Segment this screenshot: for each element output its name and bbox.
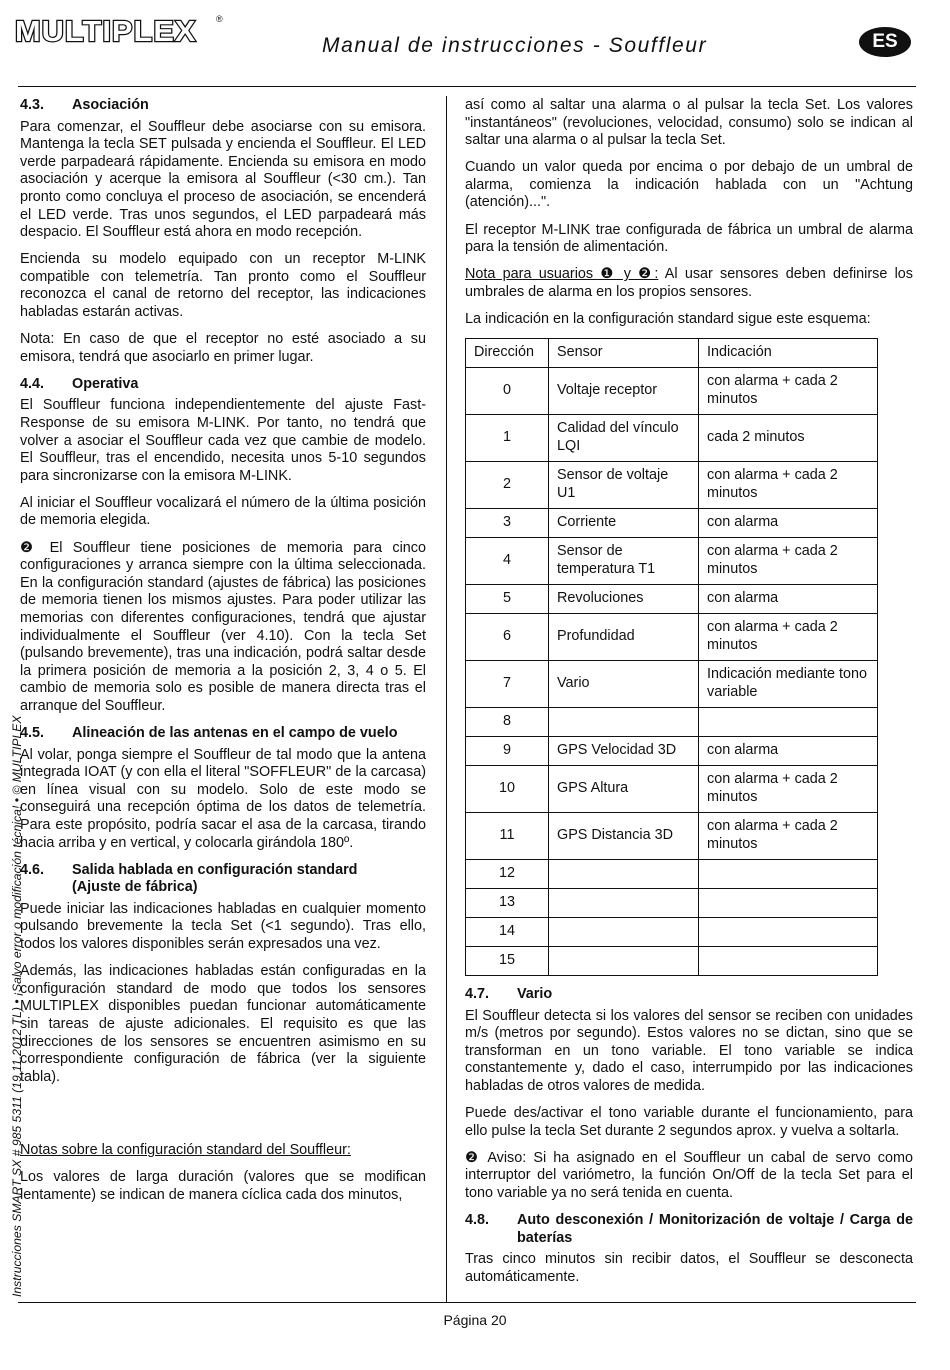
section-number: 4.5. — [20, 725, 45, 741]
indication-cell: con alarma — [699, 737, 878, 766]
note-paragraph — [465, 266, 913, 301]
section-4-3-heading — [20, 97, 426, 115]
section-number: 4.4. — [20, 375, 45, 392]
table-row — [466, 368, 878, 415]
table-row — [466, 614, 878, 661]
right-column — [465, 97, 913, 1296]
indication-cell — [699, 708, 878, 737]
section-4-7-heading — [465, 986, 913, 1004]
registered-mark: ® — [216, 14, 223, 24]
manual-title: Manual de instrucciones - Souffleur — [322, 34, 708, 57]
header-rule — [18, 86, 916, 87]
section-number: 4.8. — [465, 1212, 490, 1229]
section-4-6-heading — [20, 862, 426, 897]
address-cell: 9 — [466, 737, 549, 766]
address-cell: 13 — [466, 889, 549, 918]
section-title: Asociación — [72, 97, 149, 113]
section-4-4-heading — [20, 376, 426, 394]
indication-cell: con alarma — [699, 585, 878, 614]
table-row — [466, 947, 878, 976]
sensor-cell: Revoluciones — [549, 585, 699, 614]
sensor-table — [465, 338, 878, 976]
sensor-cell: Sensor de temperatura T1 — [549, 538, 699, 585]
notes-heading: Notas sobre la configuración standard del Souffleur: — [20, 1142, 351, 1159]
header-cell: Dirección — [466, 339, 549, 368]
paragraph: así como al saltar una alarma o al pulsar la tecla Set. Los valores "instantáneos" (revoluciones, velocidad, consumo) solo se indican al saltar una alarma o al pulsar la tecla Set. — [465, 97, 913, 149]
table-header-row — [466, 339, 878, 368]
section-number: 4.7. — [465, 986, 490, 1003]
sensor-cell — [549, 889, 699, 918]
section-title: Alineación de las antenas en el campo de vuelo — [72, 725, 398, 741]
paragraph: Puede iniciar las indicaciones habladas en cualquier momento pulsando brevemente la tecla Set (<1 segundo). Tras ello, todos los valores disponibles serán expresados una vez. — [20, 900, 426, 953]
address-cell: 14 — [466, 918, 549, 947]
table-row — [466, 708, 878, 737]
column-divider — [446, 96, 447, 1302]
sensor-cell: Profundidad — [549, 614, 699, 661]
indication-cell: con alarma + cada 2 minutos — [699, 813, 878, 860]
address-cell: 1 — [466, 415, 549, 462]
address-cell: 8 — [466, 708, 549, 737]
address-cell: 5 — [466, 585, 549, 614]
address-cell: 11 — [466, 813, 549, 860]
indication-cell: con alarma + cada 2 minutos — [699, 614, 878, 661]
paragraph: Tras cinco minutos sin recibir datos, el Souffleur se desconecta automáticamente. — [465, 1251, 913, 1285]
table-row — [466, 918, 878, 947]
address-cell: 15 — [466, 947, 549, 976]
indication-cell: cada 2 minutos — [699, 415, 878, 462]
sensor-cell — [549, 947, 699, 976]
indication-cell: Indicación mediante tono variable — [699, 661, 878, 708]
section-title: Auto desconexión / Monitorización de voltaje / Carga de baterías — [517, 1212, 913, 1246]
sensor-cell: GPS Velocidad 3D — [549, 737, 699, 766]
indication-cell: con alarma + cada 2 minutos — [699, 368, 878, 415]
table-row — [466, 509, 878, 538]
indication-cell — [699, 918, 878, 947]
sensor-cell: Sensor de voltaje U1 — [549, 462, 699, 509]
sensor-cell: Vario — [549, 661, 699, 708]
sensor-cell: GPS Altura — [549, 766, 699, 813]
header-cell: Sensor — [549, 339, 699, 368]
sidebar-copyright: Instrucciones SMART SX # 985 5311 (19.11.2012 TL) • ¡Salvo error o modificación técnica! • © MULTIPLEX — [10, 715, 24, 1297]
indication-cell: con alarma — [699, 509, 878, 538]
sensor-cell: Calidad del vínculo LQI — [549, 415, 699, 462]
table-row — [466, 585, 878, 614]
paragraph: Nota: En caso de que el receptor no esté asociado a su emisora, tendrá que asociarlo en primer lugar. — [20, 331, 426, 365]
paragraph: El Souffleur detecta si los valores del sensor se reciben con unidades m/s (metros por segundo). Estos valores no se dictan, sino que se transforman en un tono variable. El tono variable se indica constantemente y, dado el caso, interrumpido por las indicaciones habladas de otros valores de medida. — [465, 1007, 913, 1094]
paragraph: Los valores de larga duración (valores que se modifican lentamente) se indican de manera cíclica cada dos minutos, — [20, 1169, 426, 1203]
sensor-cell — [549, 860, 699, 889]
paragraph: El Souffleur funciona independientemente del ajuste Fast-Response de su emisora M-LINK. Por tanto, no tendrá que volver a asociar el Souffleur cada vez que cambie de modelo. El Souffleur, tras el encendido, necesita unos 5-10 segundos para sincronizarse con la emisora M-LINK. — [20, 397, 426, 484]
section-title: Vario — [517, 986, 553, 1003]
sensor-cell — [549, 708, 699, 737]
address-cell: 4 — [466, 538, 549, 585]
address-cell: 10 — [466, 766, 549, 813]
multiplex-logo: MULTIPLEX — [15, 16, 197, 48]
section-title-line-2: (Ajuste de fábrica) — [72, 879, 198, 896]
paragraph: Al volar, ponga siempre el Souffleur de tal modo que la antena integrada IOAT (y con ella el literal "SOFFLEUR" de la carcasa) en línea visual con su modelo. Solo de este modo se conseguirá una recepción óptima de los datos de telemetría. Para este propósito, podría sacar el asa de la carcasa, tirando hacia arriba y en vertical, y colocarla girándola 180º. — [20, 746, 426, 851]
section-number: 4.3. — [20, 97, 45, 113]
address-cell: 2 — [466, 462, 549, 509]
indication-cell — [699, 889, 878, 918]
table-row — [466, 860, 878, 889]
section-4-5-heading — [20, 725, 426, 743]
table-row — [466, 538, 878, 585]
note-text: Al usar sensores deben definirse los umbrales de alarma en los propios sensores. — [465, 266, 913, 300]
paragraph: Puede des/activar el tono variable durante el funcionamiento, para ello pulse la tecla Set durante 2 segundos aprox. y vuelva a soltarla. — [465, 1105, 913, 1139]
paragraph: Para comenzar, el Souffleur debe asociarse con su emisora. Mantenga la tecla SET pulsada y encienda el Souffleur. El LED verde parpadeará rápidamente. Encienda su emisora en modo asociación y acerque la emisora al Souffleur (<30 cm.). Tan pronto como concluya el proceso de asociación, se encenderá el LED verde. Tras unos segundos, el LED parpadeará más despacio. El Souffleur está ahora en modo recepción. — [20, 118, 426, 241]
table-row — [466, 737, 878, 766]
section-title-line-1: Salida hablada en configuración standard — [72, 861, 358, 878]
paragraph: Encienda su modelo equipado con un receptor M-LINK compatible con telemetría. Tan pronto como el Souffleur reconozca el canal de retorno del receptor, las indicaciones habladas estarán activas. — [20, 251, 426, 321]
table-row — [466, 661, 878, 708]
paragraph: Cuando un valor queda por encima o por debajo de un umbral de alarma, comienza la indicación hablada con un "Achtung (atención)...". — [465, 159, 913, 211]
sensor-cell: GPS Distancia 3D — [549, 813, 699, 860]
address-cell: 3 — [466, 509, 549, 538]
indication-cell: con alarma + cada 2 minutos — [699, 462, 878, 509]
address-cell: 12 — [466, 860, 549, 889]
section-number: 4.6. — [20, 861, 45, 878]
address-cell: 6 — [466, 614, 549, 661]
indication-cell — [699, 860, 878, 889]
footer-rule — [18, 1302, 916, 1303]
table-row — [466, 415, 878, 462]
note-label: Nota para usuarios ❶ y ❷: — [465, 266, 659, 283]
sensor-cell: Voltaje receptor — [549, 368, 699, 415]
header-cell: Indicación — [699, 339, 878, 368]
table-row — [466, 462, 878, 509]
left-column — [20, 97, 426, 1214]
address-cell: 0 — [466, 368, 549, 415]
table-row — [466, 813, 878, 860]
address-cell: 7 — [466, 661, 549, 708]
section-title — [72, 862, 357, 897]
sensor-cell — [549, 918, 699, 947]
page-number: Página 20 — [443, 1312, 507, 1328]
section-title: Operativa — [72, 375, 139, 392]
paragraph: El receptor M-LINK trae configurada de fábrica un umbral de alarma para la tensión de alimentación. — [465, 221, 913, 256]
indication-cell: con alarma + cada 2 minutos — [699, 538, 878, 585]
paragraph: ❷ El Souffleur tiene posiciones de memoria para cinco configuraciones y arranca siempre con la última seleccionada. En la configuración standard (ajustes de fábrica) las posiciones de memoria tienen los mismos ajustes. Para poder utilizar las memorias con diferentes configuraciones, tendrá que ajustar individualmente el Souffleur (ver 4.10). Con la tecla Set (pulsando brevemente), tras una indicación, podrá saltar desde la primera posición de memoria a la posición 2, 3, 4 o 5. El cambio de memoria solo es posible de manera directa tras el arranque del Souffleur. — [20, 539, 426, 714]
sensor-cell: Corriente — [549, 509, 699, 538]
table-row — [466, 889, 878, 918]
section-4-8-heading — [465, 1212, 913, 1247]
table-row — [466, 766, 878, 813]
language-badge: ES — [859, 27, 911, 57]
paragraph: Además, las indicaciones habladas están configuradas en la configuración standard de modo que todos los sensores MULTIPLEX disponibles puedan funcionar automáticamente sin tareas de ajuste adicionales. El requisito es que las direcciones de los sensores se encuentren asimismo en su correspondiente configuración de fábrica (ver la siguiente tabla). — [20, 963, 426, 1085]
paragraph: La indicación en la configuración standard sigue este esquema: — [465, 310, 871, 327]
indication-cell: con alarma + cada 2 minutos — [699, 766, 878, 813]
indication-cell — [699, 947, 878, 976]
paragraph: Al iniciar el Souffleur vocalizará el número de la última posición de memoria elegida. — [20, 494, 426, 529]
paragraph: ❷ Aviso: Si ha asignado en el Souffleur un cabal de servo como interruptor del variómetro, la función On/Off de la tecla Set para el tono variable ya no será tenida en cuenta. — [465, 1149, 913, 1201]
